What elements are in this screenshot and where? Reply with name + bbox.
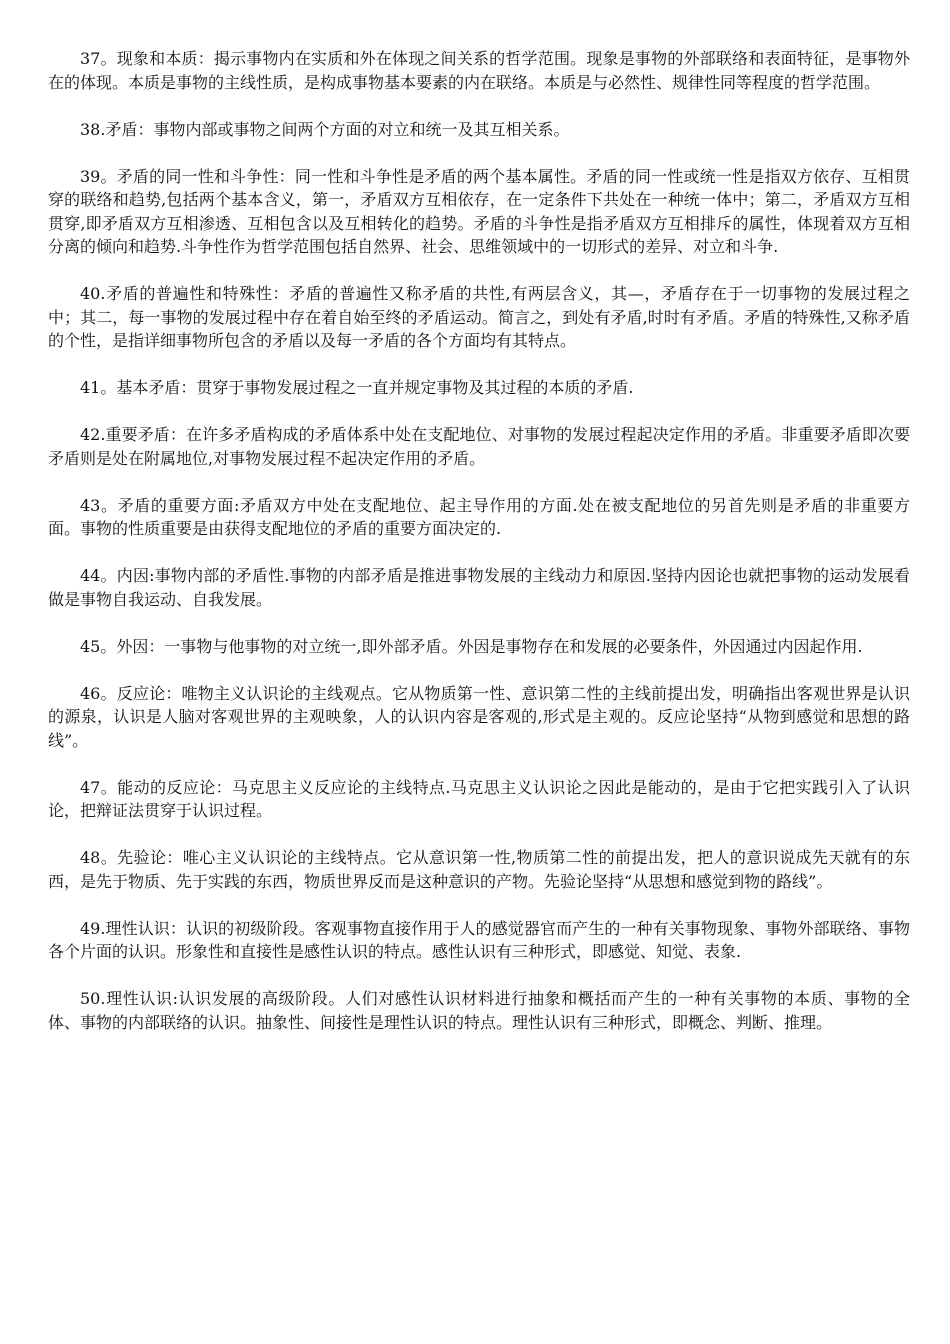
entry-50: 50.理性认识:认识发展的高级阶段。人们对感性认识材料进行抽象和概括而产生的一种有关事物的本质、事物的全体、事物的内部联络的认识。抽象性、间接性是理性认识的特点。理性认识有三种形式，即概念、判断、推理。 [48, 989, 910, 1032]
document-page [48, 47, 910, 1058]
entry-44: 44。内因:事物内部的矛盾性.事物的内部矛盾是推进事物发展的主线动力和原因.坚持内因论也就把事物的运动发展看做是事物自我运动、自我发展。 [48, 566, 910, 609]
entry-46: 46。反应论：唯物主义认识论的主线观点。它从物质第一性、意识第二性的主线前提出发，明确指出客观世界是认识的源泉，认识是人脑对客观世界的主观映象，人的认识内容是客观的,形式是主观的。反应论坚持“从物到感觉和思想的路线”。 [48, 683, 910, 750]
entry-42: 42.重要矛盾：在许多矛盾构成的矛盾体系中处在支配地位、对事物的发展过程起决定作用的矛盾。非重要矛盾即次要矛盾则是处在附属地位,对事物发展过程不起决定作用的矛盾。 [48, 425, 910, 468]
entry-38: 38.矛盾：事物内部或事物之间两个方面的对立和统一及其互相关系。 [80, 119, 570, 139]
entry-37: 37。现象和本质：揭示事物内在实质和外在体现之间关系的哲学范围。现象是事物的外部联络和表面特征，是事物外在的体现。本质是事物的主线性质，是构成事物基本要素的内在联络。本质是与必然性、规律性同等程度的哲学范围。 [48, 49, 910, 92]
entry-48: 48。先验论：唯心主义认识论的主线特点。它从意识第一性,物质第二性的前提出发，把人的意识说成先天就有的东西，是先于物质、先于实践的东西，物质世界反而是这种意识的产物。先验论坚持“从思想和感觉到物的路线”。 [48, 848, 910, 891]
entry-39: 39。矛盾的同一性和斗争性：同一性和斗争性是矛盾的两个基本属性。矛盾的同一性或统一性是指双方依存、互相贯穿的联络和趋势,包括两个基本含义，第一，矛盾双方互相依存，在一定条件下共处在一种统一体中；第二，矛盾双方互相贯穿,即矛盾双方互相渗透、互相包含以及互相转化的趋势。矛盾的斗争性是指矛盾双方互相排斥的属性，体现着双方互相分离的倾向和趋势.斗争性作为哲学范围包括自然界、社会、思维领域中的一切形式的差异、对立和斗争. [48, 166, 910, 256]
entry-49: 49.理性认识：认识的初级阶段。客观事物直接作用于人的感觉器官而产生的一种有关事物现象、事物外部联络、事物各个片面的认识。形象性和直接性是感性认识的特点。感性认识有三种形式，即感觉、知觉、表象. [48, 918, 910, 961]
entry-41: 41。基本矛盾：贯穿于事物发展过程之一直并规定事物及其过程的本质的矛盾. [80, 378, 634, 397]
entry-43: 43。矛盾的重要方面:矛盾双方中处在支配地位、起主导作用的方面.处在被支配地位的另首先则是矛盾的非重要方面。事物的性质重要是由获得支配地位的矛盾的重要方面决定的. [48, 495, 910, 538]
entry-47: 47。能动的反应论：马克思主义反应论的主线特点.马克思主义认识论之因此是能动的，是由于它把实践引入了认识论，把辩证法贯穿于认识过程。 [48, 777, 910, 820]
entry-40: 40.矛盾的普遍性和特殊性：矛盾的普遍性又称矛盾的共性,有两层含义，其—，矛盾存在于一切事物的发展过程之中；其二，每一事物的发展过程中存在着自始至终的矛盾运动。简言之，到处有矛盾,时时有矛盾。矛盾的特殊性,又称矛盾的个性，是指详细事物所包含的矛盾以及每一矛盾的各个方面均有其特点。 [48, 284, 910, 350]
entry-45: 45。外因：一事物与他事物的对立统一,即外部矛盾。外因是事物存在和发展的必要条件，外因通过内因起作用. [80, 636, 863, 656]
